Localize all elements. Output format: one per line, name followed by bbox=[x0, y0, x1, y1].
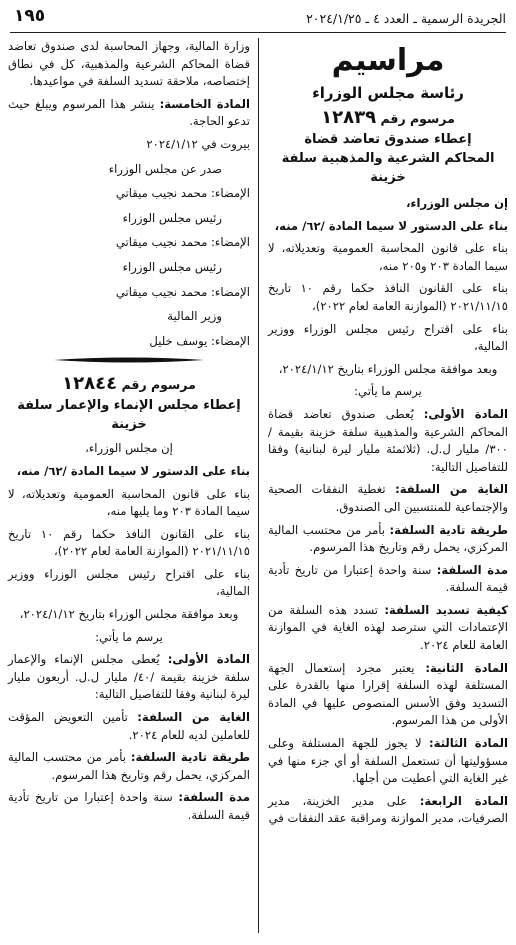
advance-purpose-text: تغطية النفقات الصحية والإجتماعية للمنتسبين الى الصندوق. bbox=[268, 482, 508, 514]
article-2-text: يعتبر مجرد إستعمال الجهة المستلفة لهذه السلفة إقرارا منها بالقدرة على التسديد وفق الأسس المنصوص عليها في المادة الأولى من هذا المرسوم. bbox=[268, 660, 508, 728]
authority-heading: رئاسة مجلس الوزراء bbox=[312, 84, 464, 102]
decree2-decrees-line: يرسم ما يأتي: bbox=[95, 629, 163, 644]
basis-accounting-law: بناء على قانون المحاسبة العمومية وتعديلاته، لا سيما المادة ٢٠٣ و٢٠٥ منه، bbox=[268, 241, 508, 273]
article-4-label: المادة الرابعة: bbox=[419, 793, 508, 808]
article-5-label: المادة الخامسة: bbox=[159, 96, 251, 111]
advance-payment bbox=[268, 522, 508, 557]
decrees-line: يرسم ما يأتي: bbox=[354, 384, 422, 399]
decree2-payment bbox=[8, 749, 250, 784]
decree2-purpose-label: الغاية من السلفة: bbox=[137, 710, 250, 725]
advance-payment-text: بأمر من محتسب المالية المركزي، يحمل رقم وتاريخ هذا المرسوم. bbox=[268, 522, 508, 555]
decree2-purpose-text: تأمين التعويض المؤقت للعاملين لديه للعام ٢٠٢٤. bbox=[8, 710, 250, 742]
decree2-article-1-label: المادة الأولى: bbox=[167, 652, 250, 667]
article-3 bbox=[268, 735, 508, 788]
decree-number-value: ١٢٨٣٩ bbox=[321, 107, 377, 128]
article-4-text: على مدير الخزينة، مدير الصرفيات، مدير الموازنة ومراقبة عقد النفقات في bbox=[268, 793, 508, 826]
header-rule bbox=[10, 32, 506, 33]
article-2 bbox=[268, 660, 508, 730]
article-5 bbox=[8, 96, 250, 131]
decree2-approval: وبعد موافقة مجلس الوزراء بتاريخ ٢٠٢٤/١/١٢، bbox=[19, 607, 239, 622]
signature-title-pm-2: رئيس مجلس الوزراء bbox=[122, 259, 222, 274]
decree2-article-1 bbox=[8, 651, 250, 704]
page-header bbox=[10, 6, 506, 30]
signature-2: الإمضاء: محمد نجيب ميقاتي bbox=[115, 235, 250, 250]
decree2-number-value: ١٢٨٤٤ bbox=[62, 373, 118, 395]
decree2-subject: إعطاء مجلس الإنماء والإعمار سلفة خزينة bbox=[17, 398, 241, 433]
approval-line: وبعد موافقة مجلس الوزراء بتاريخ ٢٠٢٤/١/١٢، bbox=[278, 361, 498, 376]
signature-1: الإمضاء: محمد نجيب ميقاتي bbox=[115, 186, 250, 201]
decree2-purpose bbox=[8, 709, 250, 744]
journal-title: الجريدة الرسمية ـ العدد ٤ ـ ٢٠٢٤/١/٢٥ bbox=[306, 11, 506, 26]
left-column bbox=[8, 38, 250, 830]
decree-subject-line2: المحاكم الشرعية والمذهبية سلفة خزينة bbox=[281, 151, 495, 185]
article-4 bbox=[268, 793, 508, 828]
article-1-text: يُعطى صندوق تعاضد قضاة المحاكم الشرعية والمذهبية سلفة خزينة بقيمة /٣٠٠/ مليار ل.ل. (ثلاثمئة مليار ليرة لبنانية) وفقا للتفاصيل التالية: bbox=[268, 406, 508, 474]
advance-duration-text: سنة واحدة إعتبارا من تاريخ تأدية قيمة السلفة. bbox=[268, 562, 508, 595]
decree2-intro: إن مجلس الوزراء، bbox=[85, 441, 173, 456]
decree2-duration-text: سنة واحدة إعتبارا من تاريخ تأدية قيمة السلفة. bbox=[8, 790, 250, 822]
decree2-basis-accounting-law: بناء على قانون المحاسبة العمومية وتعديلاته، لا سيما المادة ٢٠٣ وما يليها منه، bbox=[8, 486, 250, 519]
section-title: مراسيم bbox=[331, 43, 445, 78]
decree-number-label: مرسوم رقم bbox=[380, 111, 455, 126]
article-5-text: ينشر هذا المرسوم ويبلغ حيث تدعو الحاجة. bbox=[8, 96, 250, 129]
article-3-text: لا يجوز للجهة المستلفة وعلى مسؤوليتها أن تستعمل السلفة أو أي جزء منها في غير الغاية التي أعطيت من أجلها. bbox=[268, 736, 508, 786]
article-3-label: المادة الثالثة: bbox=[428, 736, 508, 751]
signature-4: الإمضاء: يوسف خليل bbox=[149, 333, 250, 348]
decree2-basis-constitution: بناء على الدستور لا سيما المادة /٦٢/ منه، bbox=[16, 463, 250, 478]
intro-line: إن مجلس الوزراء، bbox=[406, 196, 508, 210]
advance-repayment-label: كيفية تسديد السلفة: bbox=[384, 602, 509, 617]
signature-title-finance: وزير المالية bbox=[167, 309, 222, 324]
decree2-payment-label: طريقة تادية السلفة: bbox=[130, 750, 250, 765]
right-column bbox=[268, 38, 508, 833]
advance-repayment-text: تسدد هذه السلفة من الإعتمادات التي سترصد لهذه الغاية في الموازنة العامة للعام ٢٠٢٤. bbox=[268, 602, 508, 653]
decree-subject-line1: إعطاء صندوق تعاضد قضاة bbox=[304, 132, 472, 147]
article-4-continued: وزارة المالية، وجهاز المحاسبة لدى صندوق تعاضد قضاة المحاكم الشرعية والمذهبية، كل في نطاق إختصاصه، ملاحقة تسديد السلفة في مواعيدها. bbox=[8, 39, 250, 89]
place-date: بيروت في ٢٠٢٤/١/١٢ bbox=[146, 136, 250, 151]
article-1 bbox=[268, 406, 508, 476]
decree2-duration bbox=[8, 789, 250, 824]
decree2-basis-proposal: بناء على اقتراح رئيس مجلس الوزراء ووزير المالية، bbox=[8, 566, 250, 599]
basis-budget-law: بناء على القانون النافذ حكما رقم ١٠ تاريخ ٢٠٢١/١١/١٥ (الموازنة العامة لعام ٢٠٢٢)، bbox=[268, 281, 508, 313]
signature-issued-by: صدر عن مجلس الوزراء bbox=[108, 161, 222, 176]
advance-duration bbox=[268, 562, 508, 597]
decree2-number bbox=[8, 373, 250, 394]
decree2-article-1-text: يُعطى مجلس الإنماء والإعمار سلفة خزينة بقيمة /٤٠/ مليار ل.ل. أربعون مليار ليرة لبنانية وفقا للتفاصيل التالية: bbox=[8, 652, 250, 702]
decree-separator bbox=[32, 357, 226, 363]
column-divider bbox=[258, 38, 259, 933]
advance-payment-label: طريقة تادية السلفة: bbox=[389, 522, 509, 537]
signature-title-pm-1: رئيس مجلس الوزراء bbox=[122, 210, 222, 225]
article-1-label: المادة الأولى: bbox=[423, 406, 508, 421]
advance-repayment bbox=[268, 602, 508, 655]
decree2-payment-text: بأمر من محتسب المالية المركزي، يحمل رقم وتاريخ هذا المرسوم. bbox=[8, 750, 250, 782]
advance-duration-label: مدة السلفة: bbox=[436, 562, 509, 577]
signature-3: الإمضاء: محمد نجيب ميقاتي bbox=[115, 284, 250, 299]
decree2-duration-label: مدة السلفة: bbox=[178, 790, 251, 805]
article-2-label: المادة الثانية: bbox=[425, 660, 508, 675]
decree2-number-label: مرسوم رقم bbox=[121, 377, 196, 393]
advance-purpose bbox=[268, 481, 508, 516]
page-number: ١٩٥ bbox=[14, 6, 46, 26]
advance-purpose-label: الغاية من السلفة: bbox=[395, 482, 508, 497]
basis-proposal: بناء على اقتراح رئيس مجلس الوزراء ووزير المالية، bbox=[268, 321, 508, 354]
decree2-basis-budget-law: بناء على القانون النافذ حكما رقم ١٠ تاريخ ٢٠٢١/١١/١٥ (الموازنة العامة لعام ٢٠٢٢)، bbox=[8, 526, 250, 559]
basis-constitution: بناء على الدستور لا سيما المادة /٦٢/ منه، bbox=[274, 218, 508, 233]
decree-number bbox=[268, 107, 508, 128]
